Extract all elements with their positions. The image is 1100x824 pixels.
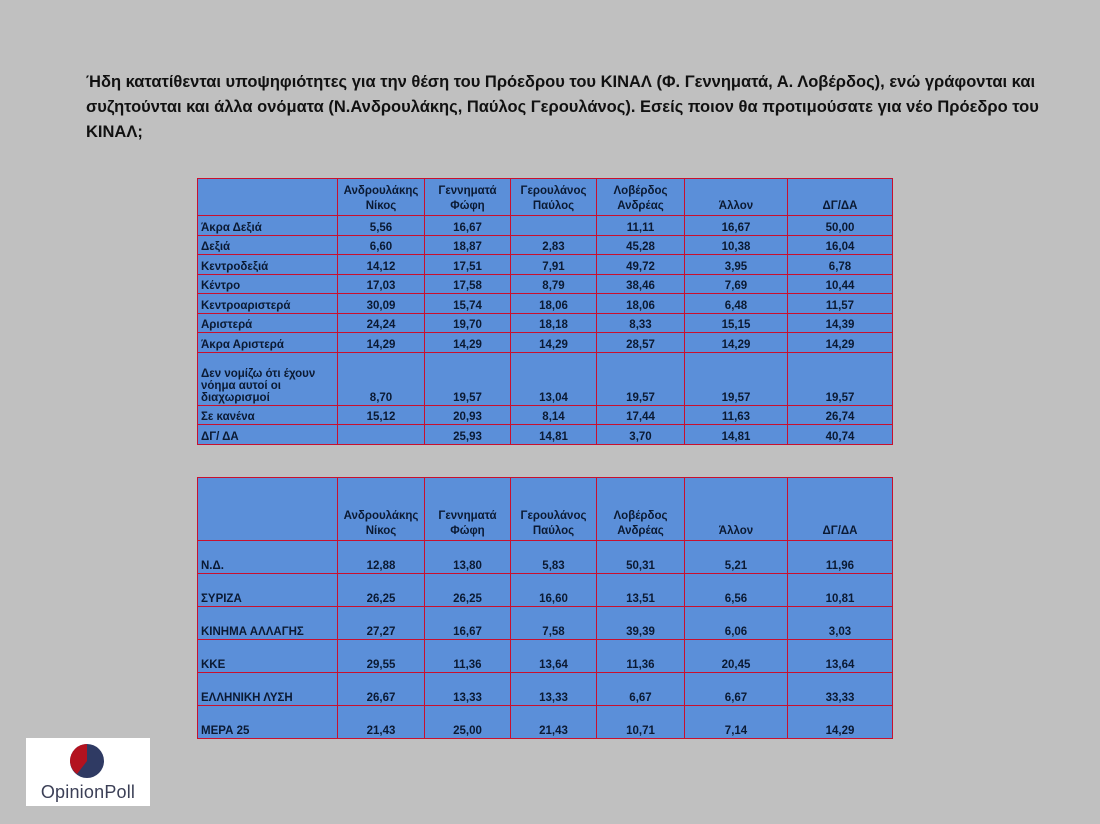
value-cell: 21,43	[511, 706, 597, 739]
value-cell: 14,29	[425, 333, 511, 353]
column-header: Γεννηματά Φώφη	[425, 179, 511, 216]
table-row	[198, 706, 893, 739]
value-cell: 26,74	[788, 405, 893, 425]
value-cell: 3,03	[788, 607, 893, 640]
value-cell: 16,04	[788, 235, 893, 255]
value-cell: 6,48	[685, 294, 788, 314]
value-cell: 39,39	[597, 607, 685, 640]
logo-word-opinion: Opinion	[40, 782, 105, 802]
row-label-cell: Δεξιά	[198, 235, 338, 255]
column-header: ΔΓ/ΔΑ	[788, 478, 893, 541]
header-corner-cell	[198, 179, 338, 216]
value-cell: 14,29	[788, 333, 893, 353]
table-row	[198, 255, 893, 275]
value-cell: 45,28	[597, 235, 685, 255]
value-cell: 28,57	[597, 333, 685, 353]
value-cell: 15,74	[425, 294, 511, 314]
value-cell: 50,31	[597, 541, 685, 574]
table-row	[198, 216, 893, 236]
value-cell: 19,57	[788, 352, 893, 405]
row-label-cell: ΕΛΛΗΝΙΚΗ ΛΥΣΗ	[198, 673, 338, 706]
value-cell: 14,81	[511, 425, 597, 445]
row-label-cell: Ν.Δ.	[198, 541, 338, 574]
value-cell: 8,33	[597, 313, 685, 333]
value-cell: 11,57	[788, 294, 893, 314]
table-row	[198, 313, 893, 333]
column-header: Γερουλάνος Παύλος	[511, 179, 597, 216]
column-header: Λοβέρδος Ανδρέας	[597, 179, 685, 216]
value-cell: 6,67	[685, 673, 788, 706]
value-cell: 13,64	[788, 640, 893, 673]
row-label-cell: ΚΚΕ	[198, 640, 338, 673]
ideology-table	[197, 178, 893, 445]
logo-mark-icon	[69, 743, 105, 779]
table-row	[198, 333, 893, 353]
value-cell: 11,36	[597, 640, 685, 673]
row-label-cell: Σε κανένα	[198, 405, 338, 425]
value-cell: 13,33	[511, 673, 597, 706]
value-cell: 19,57	[425, 352, 511, 405]
value-cell: 29,55	[338, 640, 425, 673]
value-cell: 10,71	[597, 706, 685, 739]
value-cell: 14,29	[685, 333, 788, 353]
value-cell: 26,67	[338, 673, 425, 706]
value-cell: 10,38	[685, 235, 788, 255]
table-row	[198, 607, 893, 640]
table-row	[198, 574, 893, 607]
value-cell: 15,12	[338, 405, 425, 425]
table-row	[198, 294, 893, 314]
column-header: ΔΓ/ΔΑ	[788, 179, 893, 216]
row-label-cell: ΚΙΝΗΜΑ ΑΛΛΑΓΗΣ	[198, 607, 338, 640]
value-cell: 14,29	[338, 333, 425, 353]
value-cell: 38,46	[597, 274, 685, 294]
value-cell: 5,56	[338, 216, 425, 236]
column-header: Γεννηματά Φώφη	[425, 478, 511, 541]
value-cell: 18,87	[425, 235, 511, 255]
row-label-cell: Κέντρο	[198, 274, 338, 294]
question-text: Ήδη κατατίθενται υποψηφιότητες για την θέση του Πρόεδρου του ΚΙΝΑΛ (Φ. Γεννηματά, Α. Λοβέρδος), ενώ γράφονται και συζητούνται και άλλα ονόματα (Ν.Ανδρουλάκης, Παύλος Γερουλάνος). Εσείς ποιον θα προτιμούσατε για νέο Πρόεδρο του ΚΙΝΑΛ;	[86, 73, 1039, 141]
value-cell: 14,29	[511, 333, 597, 353]
header-corner-cell	[198, 478, 338, 541]
row-label-cell: Άκρα Αριστερά	[198, 333, 338, 353]
value-cell: 8,70	[338, 352, 425, 405]
value-cell: 11,11	[597, 216, 685, 236]
value-cell: 17,51	[425, 255, 511, 275]
value-cell: 11,36	[425, 640, 511, 673]
value-cell: 49,72	[597, 255, 685, 275]
value-cell: 14,12	[338, 255, 425, 275]
value-cell: 26,25	[425, 574, 511, 607]
value-cell: 17,44	[597, 405, 685, 425]
column-header: Ανδρουλάκης Νίκος	[338, 179, 425, 216]
value-cell: 20,93	[425, 405, 511, 425]
column-header: Γερουλάνος Παύλος	[511, 478, 597, 541]
table-row	[198, 640, 893, 673]
value-cell: 20,45	[685, 640, 788, 673]
value-cell: 12,88	[338, 541, 425, 574]
table-row	[198, 235, 893, 255]
value-cell: 33,33	[788, 673, 893, 706]
value-cell: 14,29	[788, 706, 893, 739]
value-cell: 16,60	[511, 574, 597, 607]
value-cell: 13,80	[425, 541, 511, 574]
row-label-cell: Αριστερά	[198, 313, 338, 333]
row-label-cell: Άκρα Δεξιά	[198, 216, 338, 236]
value-cell: 25,93	[425, 425, 511, 445]
value-cell: 14,39	[788, 313, 893, 333]
value-cell: 5,21	[685, 541, 788, 574]
value-cell: 25,00	[425, 706, 511, 739]
value-cell: 7,58	[511, 607, 597, 640]
column-header: Άλλον	[685, 179, 788, 216]
value-cell	[338, 425, 425, 445]
value-cell: 6,06	[685, 607, 788, 640]
column-header: Άλλον	[685, 478, 788, 541]
value-cell: 27,27	[338, 607, 425, 640]
value-cell: 24,24	[338, 313, 425, 333]
value-cell: 19,57	[685, 352, 788, 405]
value-cell: 3,95	[685, 255, 788, 275]
row-label-cell: Δεν νομίζω ότι έχουν νόημα αυτοί οι διαχωρισμοί	[198, 352, 338, 405]
value-cell: 13,64	[511, 640, 597, 673]
value-cell: 8,79	[511, 274, 597, 294]
table-header-row	[198, 478, 893, 541]
value-cell: 13,33	[425, 673, 511, 706]
value-cell: 10,81	[788, 574, 893, 607]
row-label-cell: Κεντροδεξιά	[198, 255, 338, 275]
column-header: Ανδρουλάκης Νίκος	[338, 478, 425, 541]
row-label-cell: ΣΥΡΙΖΑ	[198, 574, 338, 607]
value-cell: 8,14	[511, 405, 597, 425]
value-cell: 18,06	[511, 294, 597, 314]
value-cell: 3,70	[597, 425, 685, 445]
value-cell: 19,70	[425, 313, 511, 333]
value-cell: 2,83	[511, 235, 597, 255]
row-label-cell: ΜΕΡΑ 25	[198, 706, 338, 739]
value-cell: 17,03	[338, 274, 425, 294]
opinionpoll-logo	[26, 738, 150, 806]
value-cell: 17,58	[425, 274, 511, 294]
value-cell: 7,91	[511, 255, 597, 275]
value-cell: 5,83	[511, 541, 597, 574]
value-cell: 11,63	[685, 405, 788, 425]
value-cell: 7,69	[685, 274, 788, 294]
value-cell: 11,96	[788, 541, 893, 574]
value-cell: 26,25	[338, 574, 425, 607]
value-cell: 30,09	[338, 294, 425, 314]
table-row	[198, 405, 893, 425]
value-cell: 16,67	[425, 607, 511, 640]
value-cell: 21,43	[338, 706, 425, 739]
value-cell: 13,51	[597, 574, 685, 607]
value-cell: 6,56	[685, 574, 788, 607]
value-cell: 10,44	[788, 274, 893, 294]
value-cell	[511, 216, 597, 236]
row-label-cell: Κεντροαριστερά	[198, 294, 338, 314]
value-cell: 14,81	[685, 425, 788, 445]
value-cell: 6,78	[788, 255, 893, 275]
logo-wordmark	[26, 782, 150, 803]
value-cell: 16,67	[685, 216, 788, 236]
value-cell: 7,14	[685, 706, 788, 739]
value-cell: 50,00	[788, 216, 893, 236]
table-row	[198, 352, 893, 405]
table-row	[198, 425, 893, 445]
table-row	[198, 541, 893, 574]
table-row	[198, 274, 893, 294]
value-cell: 13,04	[511, 352, 597, 405]
logo-word-poll: Poll	[104, 782, 136, 802]
table-header-row	[198, 179, 893, 216]
column-header: Λοβέρδος Ανδρέας	[597, 478, 685, 541]
value-cell: 6,60	[338, 235, 425, 255]
value-cell: 19,57	[597, 352, 685, 405]
value-cell: 40,74	[788, 425, 893, 445]
value-cell: 6,67	[597, 673, 685, 706]
value-cell: 16,67	[425, 216, 511, 236]
party-table	[197, 477, 893, 739]
value-cell: 15,15	[685, 313, 788, 333]
value-cell: 18,18	[511, 313, 597, 333]
value-cell: 18,06	[597, 294, 685, 314]
row-label-cell: ΔΓ/ ΔΑ	[198, 425, 338, 445]
table-row	[198, 673, 893, 706]
